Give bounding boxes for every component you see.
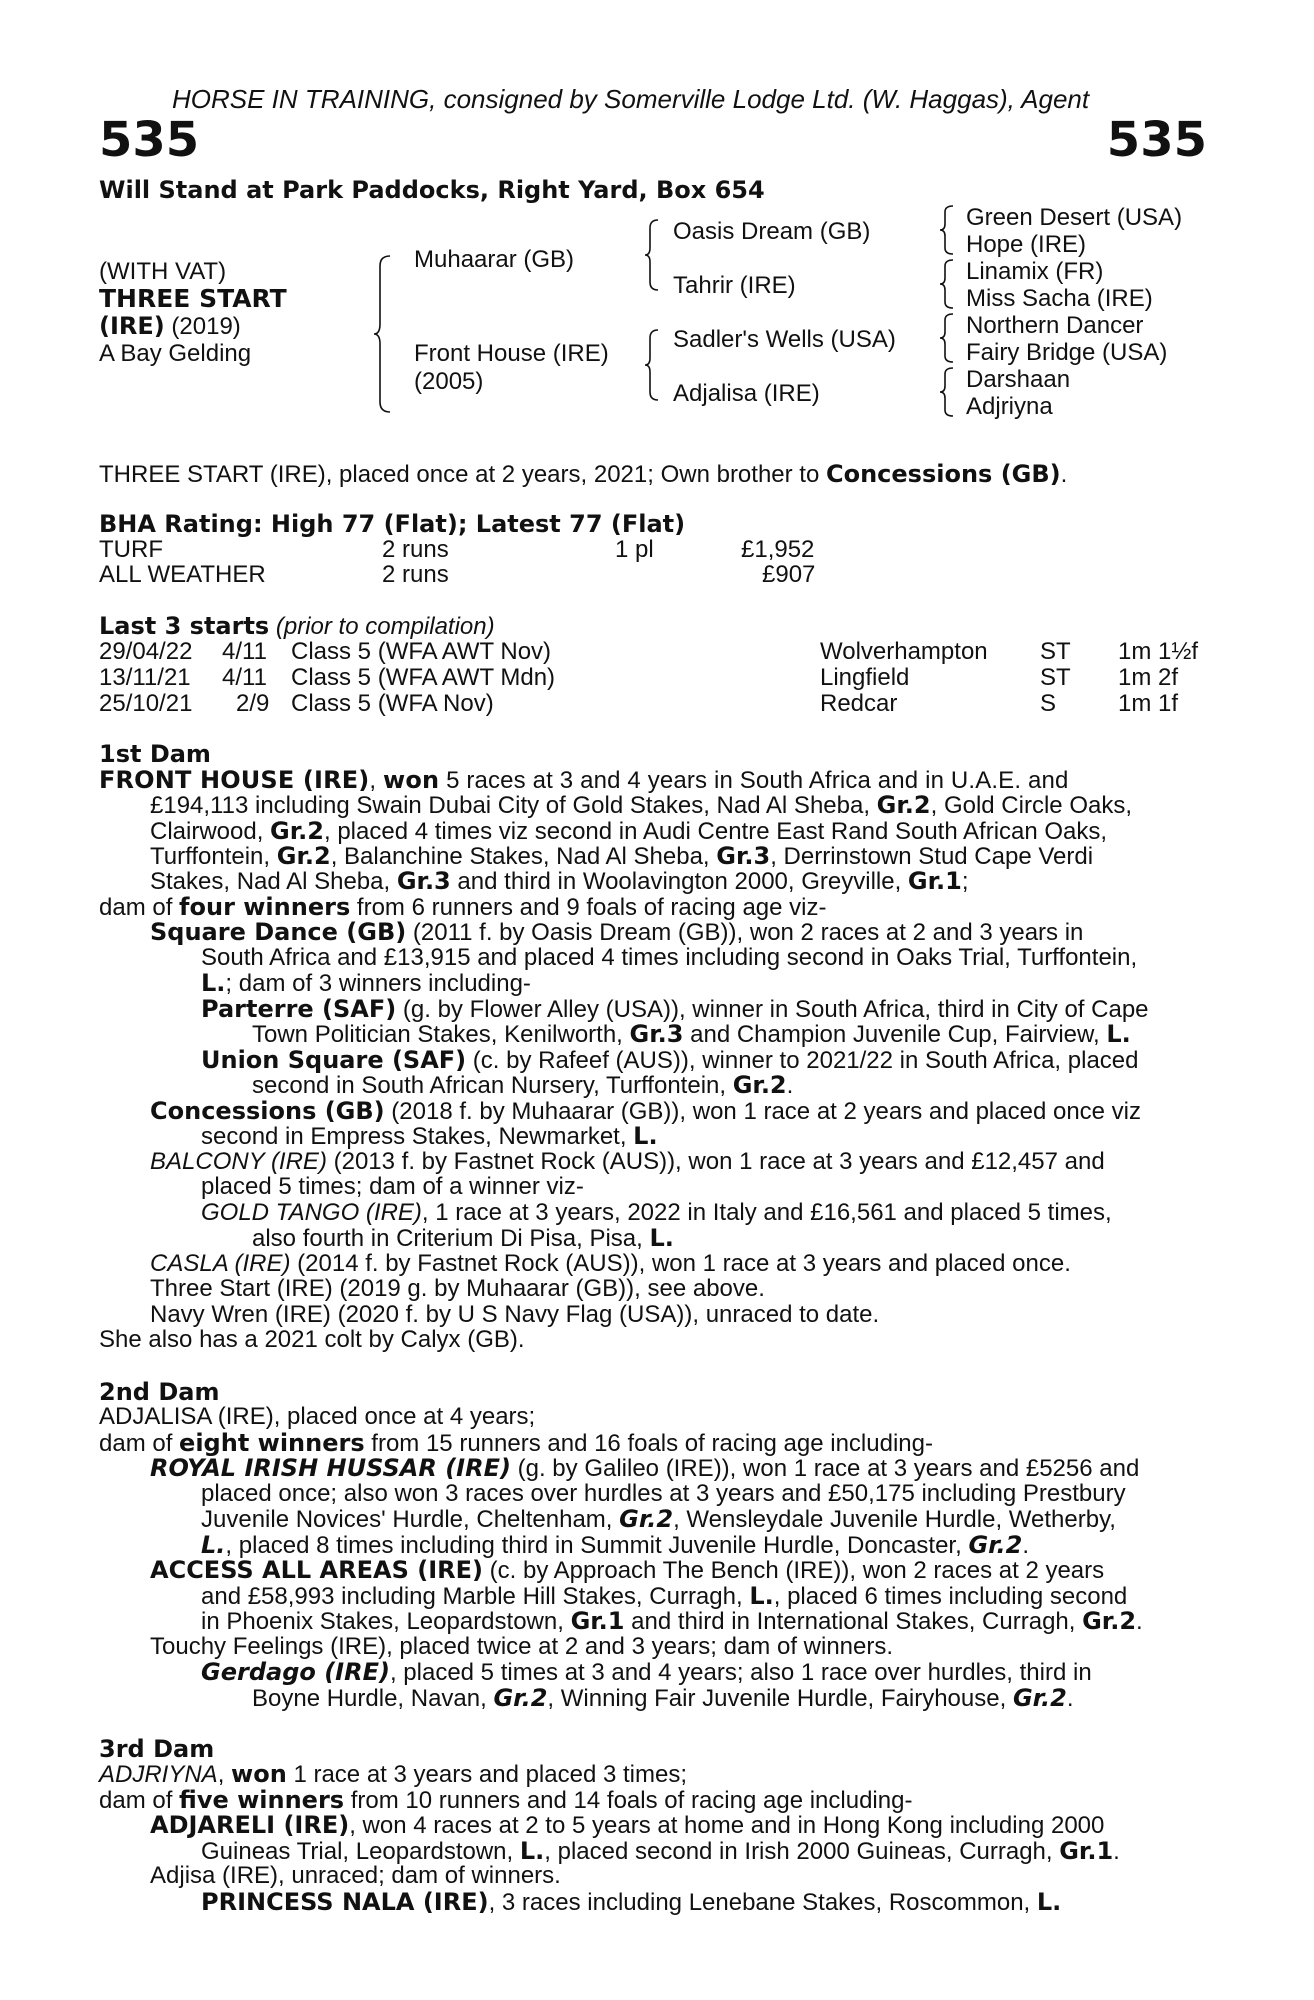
text-run: . <box>1136 1608 1143 1635</box>
text-run: Gr.2 <box>968 1531 1023 1559</box>
text-run: four winners <box>179 893 351 921</box>
second-dam-line <box>201 1505 1116 1534</box>
text-run: in Phoenix Stakes, Leopardstown, <box>201 1608 571 1635</box>
text-run: Three Start (IRE) (2019 g. by Muhaarar (GB)), see above. <box>150 1275 765 1302</box>
rating-aw-earnings: £907 <box>762 561 816 588</box>
horse-name: THREE START <box>99 284 287 313</box>
first-dam-line <box>99 1326 525 1354</box>
text-run: (2014 f. by Fastnet Rock (AUS)), won 1 race at 3 years and placed once. <box>290 1250 1071 1277</box>
rating-aw-runs: 2 runs <box>382 561 449 588</box>
pedigree-sire: Muhaarar (GB) <box>414 246 575 273</box>
summary-end: . <box>1060 461 1068 488</box>
consignment-header: HORSE IN TRAINING, consigned by Somerville Lodge Ltd. (W. Haggas), Agent <box>172 84 1090 114</box>
text-run: Adjisa (IRE), unraced; dam of winners. <box>150 1862 561 1889</box>
text-run: FRONT HOUSE (IRE) <box>99 766 370 794</box>
start-row-1-course: Wolverhampton <box>820 638 988 665</box>
start-row-2-race: Class 5 (WFA AWT Mdn) <box>291 664 556 691</box>
text-run: (g. by Flower Alley (USA)), winner in South Africa, third in City of Cape <box>396 996 1149 1023</box>
first-dam-line <box>201 969 531 998</box>
pedigree-dam-year: (2005) <box>414 368 484 395</box>
pedigree-gen3-2: Hope (IRE) <box>966 231 1087 258</box>
third-dam-line <box>150 1862 561 1890</box>
text-run: (2018 f. by Muhaarar (GB)), won 1 race at 2 years and placed once viz <box>384 1098 1142 1125</box>
rating-turf-surface: TURF <box>99 536 163 563</box>
first-dam-line <box>150 1275 765 1303</box>
text-run: Gr.2 <box>1082 1607 1137 1635</box>
text-run: from 6 runners and 9 foals of racing age viz- <box>350 894 827 921</box>
text-run: Concessions (GB) <box>150 1097 385 1125</box>
pedigree-brace-3a <box>938 204 956 256</box>
summary-text: THREE START (IRE), placed once at 2 years, 2021; Own brother to <box>99 461 826 488</box>
text-run: , won 4 races at 2 to 5 years at home and in Hong Kong including 2000 <box>349 1812 1105 1839</box>
text-run: CASLA (IRE) <box>150 1250 291 1277</box>
text-run: Parterre (SAF) <box>201 995 397 1023</box>
last-starts-title <box>99 612 495 641</box>
pedigree-dam-dam: Adjalisa (IRE) <box>673 380 820 407</box>
text-run: L. <box>201 1531 226 1559</box>
horse-summary <box>99 460 1067 489</box>
text-run: (c. by Rafeef (AUS)), winner to 2021/22 in South Africa, placed <box>466 1047 1139 1074</box>
text-run: . <box>786 1072 794 1099</box>
text-run: , <box>217 1761 232 1788</box>
text-run: L. <box>1106 1020 1131 1048</box>
text-run: from 10 runners and 14 foals of racing age including- <box>344 1787 913 1814</box>
pedigree-gen3-8: Adjriyna <box>966 393 1053 420</box>
text-run: placed 5 times; dam of a winner viz- <box>201 1173 584 1200</box>
text-run: eight winners <box>179 1429 365 1457</box>
first-dam-line <box>252 1020 1131 1049</box>
pedigree-brace-3c <box>938 312 956 364</box>
text-run: L. <box>519 1837 545 1865</box>
last-starts-label: Last 3 starts <box>99 612 270 640</box>
start-row-1-race: Class 5 (WFA AWT Nov) <box>291 638 552 665</box>
text-run: £194,113 including Swain Dubai City of Gold Stakes, Nad Al Sheba, <box>150 792 877 819</box>
text-run: ADJALISA (IRE), placed once at 4 years; <box>99 1403 536 1430</box>
pedigree-brace-3d <box>938 366 956 418</box>
third-dam-line <box>201 1888 1061 1917</box>
text-run: (g. by Galileo (IRE)), won 1 race at 3 years and £5256 and <box>510 1455 1140 1482</box>
text-run: Town Politician Stakes, Kenilworth, <box>252 1021 630 1048</box>
first-dam-line <box>150 918 1083 947</box>
text-run: , Gold Circle Oaks, <box>930 792 1132 819</box>
text-run: (2013 f. by Fastnet Rock (AUS)), won 1 race at 3 years and £12,457 and <box>326 1148 1105 1175</box>
rating-aw-surface: ALL WEATHER <box>99 561 266 588</box>
text-run: Navy Wren (IRE) (2020 f. by U S Navy Flag (USA)), unraced to date. <box>150 1301 880 1328</box>
start-row-2-date: 13/11/21 <box>99 664 191 691</box>
text-run: , placed 8 times including third in Summit Juvenile Hurdle, Doncaster, <box>225 1532 969 1559</box>
second-dam-line <box>150 1454 1139 1483</box>
text-run: , <box>369 767 384 794</box>
first-dam-line <box>252 1071 793 1100</box>
text-run: L. <box>1036 1888 1062 1916</box>
text-run: won <box>383 766 440 794</box>
pedigree-dam-sire: Sadler's Wells (USA) <box>673 326 896 353</box>
first-dam-line <box>201 1122 658 1151</box>
text-run: Clairwood, <box>150 818 271 845</box>
first-dam-line <box>150 1148 1105 1176</box>
first-dam-line <box>150 1301 879 1329</box>
text-run: ADJRIYNA <box>99 1761 218 1788</box>
third-dam-line <box>99 1760 687 1789</box>
text-run: Gr.2 <box>270 817 324 845</box>
text-run: BALCONY (IRE) <box>150 1148 327 1175</box>
text-run: ACCESS ALL AREAS (IRE) <box>150 1556 483 1584</box>
text-run: , Wensleydale Juvenile Hurdle, Wetherby, <box>673 1506 1116 1533</box>
lot-number-left: 535 <box>99 112 200 168</box>
text-run: Gr.2 <box>276 842 331 870</box>
text-run: . <box>1022 1532 1030 1559</box>
text-run: and third in Woolavington 2000, Greyville, <box>450 868 908 895</box>
start-row-3-date: 25/10/21 <box>99 690 193 717</box>
start-row-2-dist: 1m 2f <box>1118 664 1179 691</box>
text-run: Touchy Feelings (IRE), placed twice at 2 and 3 years; dam of winners. <box>150 1633 894 1660</box>
horse-country: (IRE) <box>99 312 165 340</box>
text-run: (c. by Approach The Bench (IRE)), won 2 races at 2 years <box>482 1557 1105 1584</box>
text-run: Gr.3 <box>716 842 771 870</box>
horse-description: A Bay Gelding <box>99 340 252 367</box>
start-row-2-pos: 4/11 <box>222 664 267 691</box>
text-run: won <box>231 1760 287 1788</box>
text-run: and third in International Stakes, Curragh, <box>624 1608 1083 1635</box>
lot-number-right: 535 <box>1106 112 1207 168</box>
pedigree-gen3-6: Fairy Bridge (USA) <box>966 339 1168 366</box>
start-row-2-going: ST <box>1040 664 1071 691</box>
text-run: Union Square (SAF) <box>201 1046 467 1074</box>
text-run: L. <box>633 1122 658 1150</box>
text-run: Gr.2 <box>493 1684 548 1712</box>
pedigree-gen3-4: Miss Sacha (IRE) <box>966 285 1153 312</box>
start-row-3-going: S <box>1040 690 1057 717</box>
text-run: . <box>1113 1838 1120 1865</box>
start-row-3-course: Redcar <box>820 690 898 717</box>
text-run: , placed second in Irish 2000 Guineas, Curragh, <box>544 1838 1060 1865</box>
text-run: dam of <box>99 1787 180 1814</box>
text-run: , Winning Fair Juvenile Hurdle, Fairyhouse, <box>547 1685 1013 1712</box>
text-run: ROYAL IRISH HUSSAR (IRE) <box>150 1454 511 1482</box>
text-run: dam of <box>99 1430 180 1457</box>
text-run: Gr.1 <box>1059 1837 1114 1865</box>
text-run: L. <box>201 969 226 997</box>
text-run: Gr.2 <box>876 791 931 819</box>
vat-note: (WITH VAT) <box>99 258 227 285</box>
text-run: Juvenile Novices' Hurdle, Cheltenham, <box>201 1506 620 1533</box>
pedigree-brace-2b <box>643 328 661 402</box>
text-run: and £58,993 including Marble Hill Stakes, Curragh, <box>201 1583 750 1610</box>
text-run: , 3 races including Lenebane Stakes, Roscommon, <box>488 1889 1037 1916</box>
second-dam-line <box>201 1658 1092 1687</box>
rating-turf-placed: 1 pl <box>615 536 654 563</box>
pedigree-dam: Front House (IRE) <box>414 340 609 367</box>
text-run: , placed 6 times including second <box>773 1583 1128 1610</box>
rating-turf-runs: 2 runs <box>382 536 449 563</box>
first-dam-line <box>201 944 1137 972</box>
start-row-3-race: Class 5 (WFA Nov) <box>291 690 494 717</box>
text-run: Gr.2 <box>1012 1684 1067 1712</box>
horse-country-year <box>99 312 241 341</box>
text-run: ; <box>961 868 969 895</box>
text-run: second in South African Nursery, Turffontein, <box>252 1072 733 1099</box>
text-run: , Balanchine Stakes, Nad Al Sheba, <box>330 843 717 870</box>
text-run: from 15 runners and 16 foals of racing age including- <box>364 1430 933 1457</box>
second-dam-line <box>150 1556 1104 1585</box>
text-run: L. <box>649 1224 674 1252</box>
text-run: 1 race at 3 years and placed 3 times; <box>286 1761 687 1788</box>
text-run: Gr.3 <box>396 867 451 895</box>
text-run: Gr.1 <box>570 1607 625 1635</box>
start-row-1-going: ST <box>1040 638 1071 665</box>
pedigree-brace-3b <box>938 258 956 310</box>
text-run: , placed 4 times viz second in Audi Centre East Rand South African Oaks, <box>323 818 1108 845</box>
last-starts-note: (prior to compilation) <box>269 613 495 640</box>
start-row-3-dist: 1m 1f <box>1118 690 1179 717</box>
text-run: . <box>1066 1685 1074 1712</box>
pedigree-gen3-7: Darshaan <box>966 366 1071 393</box>
text-run: Gr.2 <box>732 1071 787 1099</box>
second-dam-title: 2nd Dam <box>99 1378 220 1406</box>
second-dam-line <box>150 1633 893 1661</box>
start-row-1-date: 29/04/22 <box>99 638 193 665</box>
second-dam-line <box>252 1684 1074 1713</box>
first-dam-line <box>201 1173 584 1201</box>
text-run: , Derrinstown Stud Cape Verdi <box>770 843 1094 870</box>
pedigree-gen3-3: Linamix (FR) <box>966 258 1104 285</box>
text-run: , placed 5 times at 3 and 4 years; also 1 race over hurdles, third in <box>389 1659 1092 1686</box>
text-run: (2011 f. by Oasis Dream (GB)), won 2 races at 2 and 3 years in <box>406 919 1084 946</box>
horse-year: (2019) <box>164 313 241 340</box>
third-dam-line <box>150 1811 1104 1840</box>
first-dam-line <box>150 791 1132 820</box>
text-run: 5 races at 3 and 4 years in South Africa and in U.A.E. and <box>439 767 1069 794</box>
text-run: Boyne Hurdle, Navan, <box>252 1685 494 1712</box>
text-run: Turffontein, <box>150 843 277 870</box>
first-dam-line <box>150 867 969 896</box>
pedigree-sire-dam: Tahrir (IRE) <box>673 272 796 299</box>
pedigree-sire-sire: Oasis Dream (GB) <box>673 218 871 245</box>
text-run: Gr.3 <box>629 1020 684 1048</box>
third-dam-title: 3rd Dam <box>99 1735 215 1763</box>
second-dam-line <box>201 1480 1126 1508</box>
first-dam-line <box>252 1224 674 1253</box>
text-run: Gr.1 <box>907 867 962 895</box>
text-run: five winners <box>179 1786 345 1814</box>
text-run: She also has a 2021 colt by Calyx (GB). <box>99 1326 525 1353</box>
text-run: second in Empress Stakes, Newmarket, <box>201 1123 634 1150</box>
text-run: placed once; also won 3 races over hurdles at 3 years and £50,175 including Prestbury <box>201 1480 1126 1507</box>
pedigree-gen3-1: Green Desert (USA) <box>966 204 1183 231</box>
start-row-1-dist: 1m 1½f <box>1118 638 1199 665</box>
first-dam-title: 1st Dam <box>99 740 211 768</box>
start-row-2-course: Lingfield <box>820 664 910 691</box>
bha-rating-title: BHA Rating: High 77 (Flat); Latest 77 (Flat) <box>99 510 686 538</box>
text-run: Gerdago (IRE) <box>201 1658 390 1686</box>
rating-turf-earnings: £1,952 <box>741 536 815 563</box>
stand-location: Will Stand at Park Paddocks, Right Yard, Box 654 <box>99 176 765 204</box>
text-run: and Champion Juvenile Cup, Fairview, <box>683 1021 1107 1048</box>
first-dam-line <box>201 1199 1112 1227</box>
text-run: Guineas Trial, Leopardstown, <box>201 1838 520 1865</box>
text-run: Gr.2 <box>619 1505 674 1533</box>
text-run: Square Dance (GB) <box>150 918 407 946</box>
pedigree-brace-1 <box>372 254 394 414</box>
text-run: PRINCESS NALA (IRE) <box>201 1888 489 1916</box>
text-run: dam of <box>99 894 180 921</box>
start-row-1-pos: 4/11 <box>222 638 267 665</box>
text-run: L. <box>749 1582 774 1610</box>
text-run: ADJARELI (IRE) <box>150 1811 350 1839</box>
start-row-3-pos: 2/9 <box>236 690 270 717</box>
text-run: ; dam of 3 winners including- <box>225 970 531 997</box>
first-dam-line <box>150 1250 1071 1278</box>
pedigree-gen3-5: Northern Dancer <box>966 312 1144 339</box>
text-run: , 1 race at 3 years, 2022 in Italy and £16,561 and placed 5 times, <box>421 1199 1112 1226</box>
second-dam-line <box>201 1607 1143 1636</box>
summary-brother: Concessions (GB) <box>825 460 1061 488</box>
text-run: South Africa and £13,915 and placed 4 times including second in Oaks Trial, Turffontein, <box>201 944 1138 971</box>
text-run: GOLD TANGO (IRE) <box>201 1199 422 1226</box>
second-dam-line <box>99 1403 535 1431</box>
text-run: Stakes, Nad Al Sheba, <box>150 868 397 895</box>
text-run: also fourth in Criterium Di Pisa, Pisa, <box>252 1225 650 1252</box>
pedigree-brace-2a <box>643 218 661 292</box>
